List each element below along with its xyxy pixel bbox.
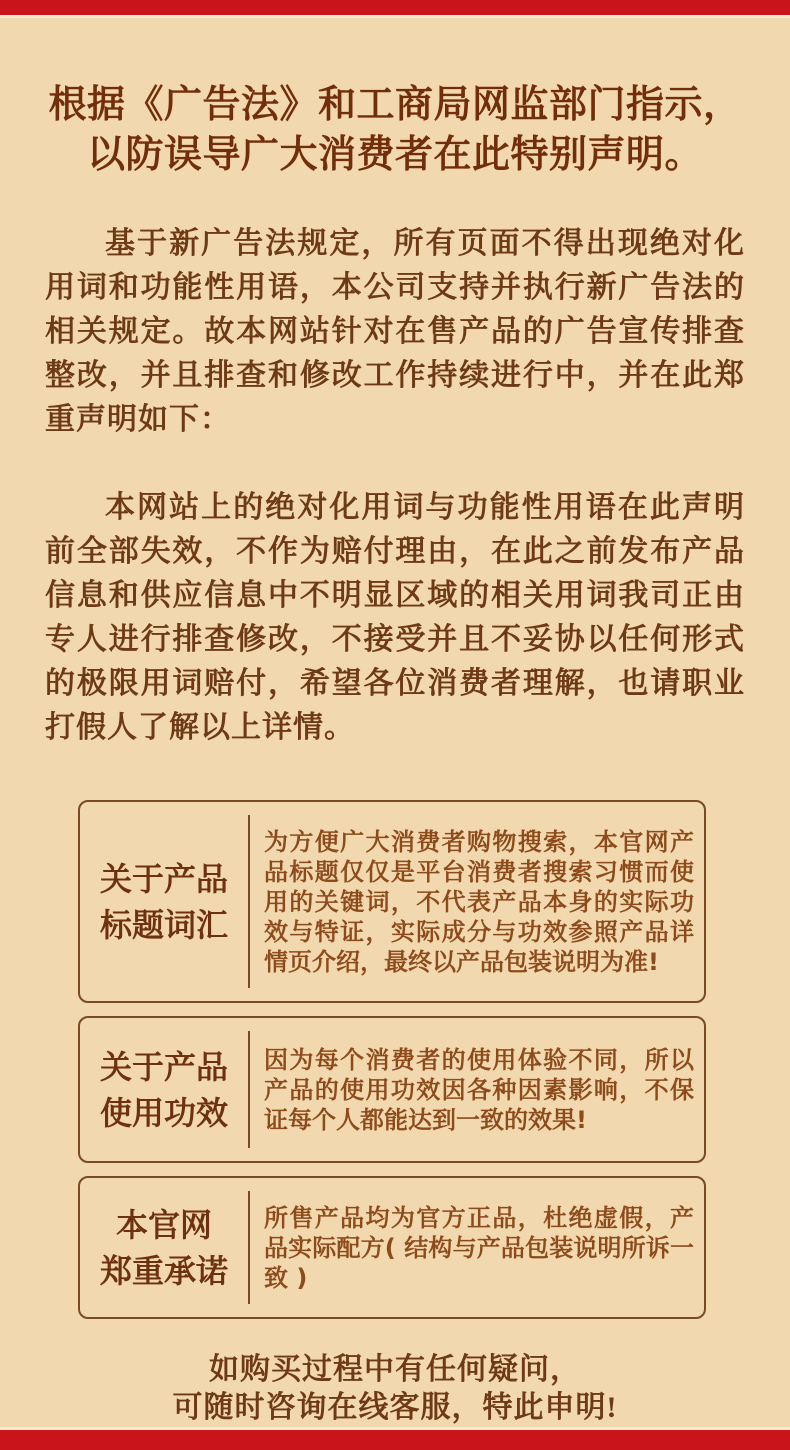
notice-box-product-title — [78, 800, 706, 1003]
top-red-band — [0, 0, 790, 15]
footer-note — [0, 1351, 790, 1427]
notice-box-product-efficacy — [78, 1016, 706, 1163]
disclaimer-content — [0, 18, 790, 1427]
page-title-line1: 根据《广告法》和工商局网监部门指示， — [48, 84, 742, 126]
label-line2: 郑重承诺 — [99, 1252, 228, 1289]
page-title-line2: 以防误导广大消费者在此特别声明。 — [86, 134, 703, 176]
statement-paragraph-1: 基于新广告法规定，所有页面不得出现绝对化用词和功能性用语，本公司支持并执行新广告法的相关规定。故本网站针对在售产品的广告宣传排查整改，并且排查和修改工作持续进行中，并在此郑重声明如下： — [45, 227, 745, 436]
notice-box-list — [78, 800, 706, 1319]
page-title — [0, 80, 790, 180]
footer-line2: 可随时咨询在线客服，特此申明! — [172, 1391, 618, 1424]
label-line1: 关于产品 — [99, 1048, 228, 1085]
label-line2: 使用功效 — [99, 1094, 228, 1131]
statement-paragraph-2: 本网站上的绝对化用词与功能性用语在此声明前全部失效，不作为赔付理由，在此之前发布产品信息和供应信息中不明显区域的相关用词我司正由专人进行排查修改，不接受并且不妥协以任何形式的极限用词赔付，希望各位消费者理解，也请职业打假人了解以上详情。 — [45, 491, 745, 744]
notice-box-product-title-label — [80, 802, 248, 1001]
label-line1: 本官网 — [115, 1206, 212, 1243]
label-line2: 标题词汇 — [99, 906, 228, 943]
notice-box-official-promise-label — [80, 1178, 248, 1317]
bottom-red-band — [0, 1430, 790, 1450]
notice-box-product-efficacy-label — [80, 1018, 248, 1161]
notice-box-product-title-text: 为方便广大消费者购物搜索，本官网产品标题仅仅是平台消费者搜索习惯而使用的关键词，不代表产品本身的实际功效与特证，实际成分与功效参照产品详情页介绍，最终以产品包装说明为准! — [264, 827, 694, 976]
footer-line1: 如购买过程中有任何疑问， — [209, 1353, 581, 1386]
label-line1: 关于产品 — [99, 860, 228, 897]
notice-box-official-promise — [78, 1176, 706, 1319]
notice-box-official-promise-text: 所售产品均为官方正品，杜绝虚假，产品实际配方( 结构与产品包装说明所诉一致 ) — [264, 1203, 694, 1292]
notice-box-product-efficacy-text: 因为每个消费者的使用体验不同，所以产品的使用功效因各种因素影响，不保证每个人都能达到一致的效果! — [264, 1045, 694, 1134]
